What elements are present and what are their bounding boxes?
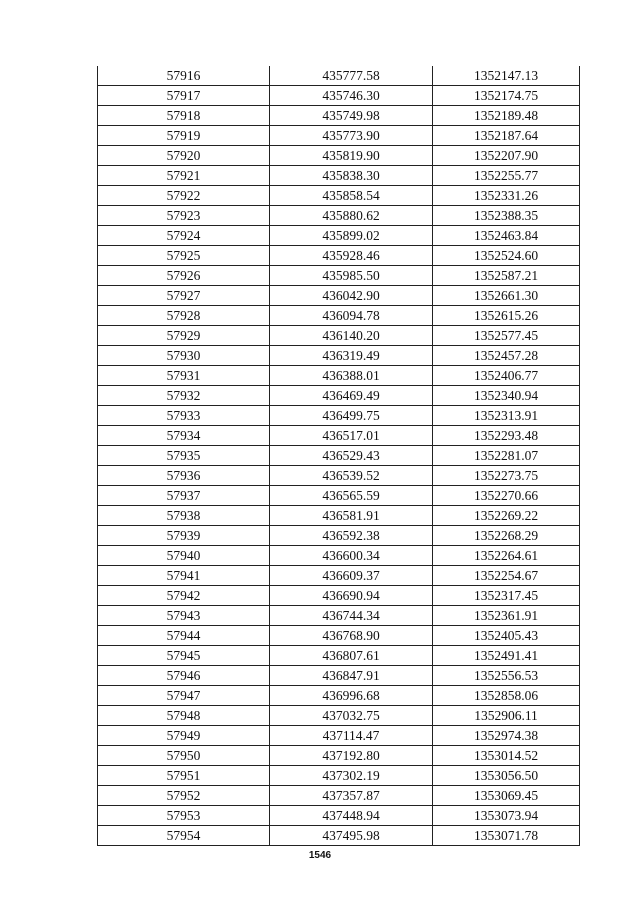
table-row [98, 286, 580, 306]
point-id-cell: 57951 [98, 766, 270, 786]
easting-cell: 436565.59 [270, 486, 433, 506]
point-id-cell: 57931 [98, 366, 270, 386]
northing-cell: 1352577.45 [433, 326, 580, 346]
table-row [98, 486, 580, 506]
table-row [98, 786, 580, 806]
easting-cell: 436140.20 [270, 326, 433, 346]
point-id-cell: 57920 [98, 146, 270, 166]
table-row [98, 746, 580, 766]
northing-cell: 1352361.91 [433, 606, 580, 626]
easting-cell: 435749.98 [270, 106, 433, 126]
northing-cell: 1352255.77 [433, 166, 580, 186]
point-id-cell: 57927 [98, 286, 270, 306]
point-id-cell: 57923 [98, 206, 270, 226]
easting-cell: 436469.49 [270, 386, 433, 406]
easting-cell: 435773.90 [270, 126, 433, 146]
easting-cell: 437114.47 [270, 726, 433, 746]
northing-cell: 1352273.75 [433, 466, 580, 486]
table-row [98, 126, 580, 146]
northing-cell: 1352405.43 [433, 626, 580, 646]
northing-cell: 1352340.94 [433, 386, 580, 406]
easting-cell: 436847.91 [270, 666, 433, 686]
table-row [98, 326, 580, 346]
northing-cell: 1352388.35 [433, 206, 580, 226]
northing-cell: 1352264.61 [433, 546, 580, 566]
table-row [98, 66, 580, 86]
northing-cell: 1352406.77 [433, 366, 580, 386]
table-row [98, 206, 580, 226]
table-row [98, 566, 580, 586]
coordinate-table [97, 66, 580, 846]
table-row [98, 446, 580, 466]
point-id-cell: 57925 [98, 246, 270, 266]
point-id-cell: 57942 [98, 586, 270, 606]
point-id-cell: 57944 [98, 626, 270, 646]
northing-cell: 1352270.66 [433, 486, 580, 506]
point-id-cell: 57945 [98, 646, 270, 666]
easting-cell: 435819.90 [270, 146, 433, 166]
northing-cell: 1353069.45 [433, 786, 580, 806]
northing-cell: 1352293.48 [433, 426, 580, 446]
table-row [98, 706, 580, 726]
table-body [98, 66, 580, 846]
northing-cell: 1352189.48 [433, 106, 580, 126]
easting-cell: 436690.94 [270, 586, 433, 606]
point-id-cell: 57917 [98, 86, 270, 106]
northing-cell: 1352269.22 [433, 506, 580, 526]
easting-cell: 436581.91 [270, 506, 433, 526]
point-id-cell: 57936 [98, 466, 270, 486]
northing-cell: 1352187.64 [433, 126, 580, 146]
point-id-cell: 57929 [98, 326, 270, 346]
northing-cell: 1352587.21 [433, 266, 580, 286]
point-id-cell: 57954 [98, 826, 270, 846]
northing-cell: 1352858.06 [433, 686, 580, 706]
easting-cell: 436539.52 [270, 466, 433, 486]
table-row [98, 586, 580, 606]
table-row [98, 806, 580, 826]
northing-cell: 1352556.53 [433, 666, 580, 686]
point-id-cell: 57943 [98, 606, 270, 626]
point-id-cell: 57935 [98, 446, 270, 466]
easting-cell: 436319.49 [270, 346, 433, 366]
point-id-cell: 57921 [98, 166, 270, 186]
table-row [98, 666, 580, 686]
easting-cell: 437495.98 [270, 826, 433, 846]
point-id-cell: 57939 [98, 526, 270, 546]
table-row [98, 86, 580, 106]
easting-cell: 435985.50 [270, 266, 433, 286]
table-row [98, 306, 580, 326]
easting-cell: 436996.68 [270, 686, 433, 706]
table-row [98, 646, 580, 666]
northing-cell: 1353014.52 [433, 746, 580, 766]
table-row [98, 146, 580, 166]
easting-cell: 435746.30 [270, 86, 433, 106]
northing-cell: 1352661.30 [433, 286, 580, 306]
point-id-cell: 57919 [98, 126, 270, 146]
easting-cell: 436529.43 [270, 446, 433, 466]
table-row [98, 726, 580, 746]
northing-cell: 1352174.75 [433, 86, 580, 106]
northing-cell: 1352524.60 [433, 246, 580, 266]
easting-cell: 437032.75 [270, 706, 433, 726]
point-id-cell: 57926 [98, 266, 270, 286]
point-id-cell: 57934 [98, 426, 270, 446]
easting-cell: 437302.19 [270, 766, 433, 786]
table-row [98, 106, 580, 126]
table-row [98, 366, 580, 386]
northing-cell: 1353056.50 [433, 766, 580, 786]
easting-cell: 436600.34 [270, 546, 433, 566]
easting-cell: 437448.94 [270, 806, 433, 826]
easting-cell: 435928.46 [270, 246, 433, 266]
table-row [98, 826, 580, 846]
northing-cell: 1352463.84 [433, 226, 580, 246]
northing-cell: 1352615.26 [433, 306, 580, 326]
easting-cell: 436094.78 [270, 306, 433, 326]
easting-cell: 436499.75 [270, 406, 433, 426]
northing-cell: 1352254.67 [433, 566, 580, 586]
point-id-cell: 57916 [98, 66, 270, 86]
easting-cell: 436388.01 [270, 366, 433, 386]
easting-cell: 436768.90 [270, 626, 433, 646]
table-row [98, 606, 580, 626]
northing-cell: 1352317.45 [433, 586, 580, 606]
northing-cell: 1352268.29 [433, 526, 580, 546]
table-row [98, 546, 580, 566]
table-row [98, 466, 580, 486]
easting-cell: 435858.54 [270, 186, 433, 206]
table-row [98, 346, 580, 366]
point-id-cell: 57933 [98, 406, 270, 426]
point-id-cell: 57946 [98, 666, 270, 686]
easting-cell: 436807.61 [270, 646, 433, 666]
point-id-cell: 57941 [98, 566, 270, 586]
table-row [98, 426, 580, 446]
northing-cell: 1353073.94 [433, 806, 580, 826]
northing-cell: 1352207.90 [433, 146, 580, 166]
point-id-cell: 57930 [98, 346, 270, 366]
easting-cell: 436517.01 [270, 426, 433, 446]
table-row [98, 506, 580, 526]
easting-cell: 436609.37 [270, 566, 433, 586]
easting-cell: 435880.62 [270, 206, 433, 226]
northing-cell: 1352906.11 [433, 706, 580, 726]
point-id-cell: 57937 [98, 486, 270, 506]
table-row [98, 386, 580, 406]
easting-cell: 436744.34 [270, 606, 433, 626]
point-id-cell: 57953 [98, 806, 270, 826]
northing-cell: 1352147.13 [433, 66, 580, 86]
northing-cell: 1352974.38 [433, 726, 580, 746]
point-id-cell: 57948 [98, 706, 270, 726]
point-id-cell: 57918 [98, 106, 270, 126]
northing-cell: 1352457.28 [433, 346, 580, 366]
table-row [98, 766, 580, 786]
easting-cell: 437357.87 [270, 786, 433, 806]
easting-cell: 436592.38 [270, 526, 433, 546]
point-id-cell: 57932 [98, 386, 270, 406]
northing-cell: 1353071.78 [433, 826, 580, 846]
table-row [98, 226, 580, 246]
coordinate-table-container [97, 66, 579, 846]
easting-cell: 436042.90 [270, 286, 433, 306]
easting-cell: 435777.58 [270, 66, 433, 86]
easting-cell: 435899.02 [270, 226, 433, 246]
northing-cell: 1352491.41 [433, 646, 580, 666]
table-row [98, 626, 580, 646]
table-row [98, 266, 580, 286]
table-row [98, 686, 580, 706]
table-row [98, 186, 580, 206]
point-id-cell: 57922 [98, 186, 270, 206]
easting-cell: 437192.80 [270, 746, 433, 766]
northing-cell: 1352331.26 [433, 186, 580, 206]
easting-cell: 435838.30 [270, 166, 433, 186]
page-number: 1546 [308, 850, 332, 861]
point-id-cell: 57928 [98, 306, 270, 326]
table-row [98, 526, 580, 546]
point-id-cell: 57940 [98, 546, 270, 566]
point-id-cell: 57938 [98, 506, 270, 526]
point-id-cell: 57950 [98, 746, 270, 766]
northing-cell: 1352281.07 [433, 446, 580, 466]
table-row [98, 166, 580, 186]
point-id-cell: 57952 [98, 786, 270, 806]
northing-cell: 1352313.91 [433, 406, 580, 426]
table-row [98, 246, 580, 266]
point-id-cell: 57924 [98, 226, 270, 246]
point-id-cell: 57947 [98, 686, 270, 706]
point-id-cell: 57949 [98, 726, 270, 746]
table-row [98, 406, 580, 426]
